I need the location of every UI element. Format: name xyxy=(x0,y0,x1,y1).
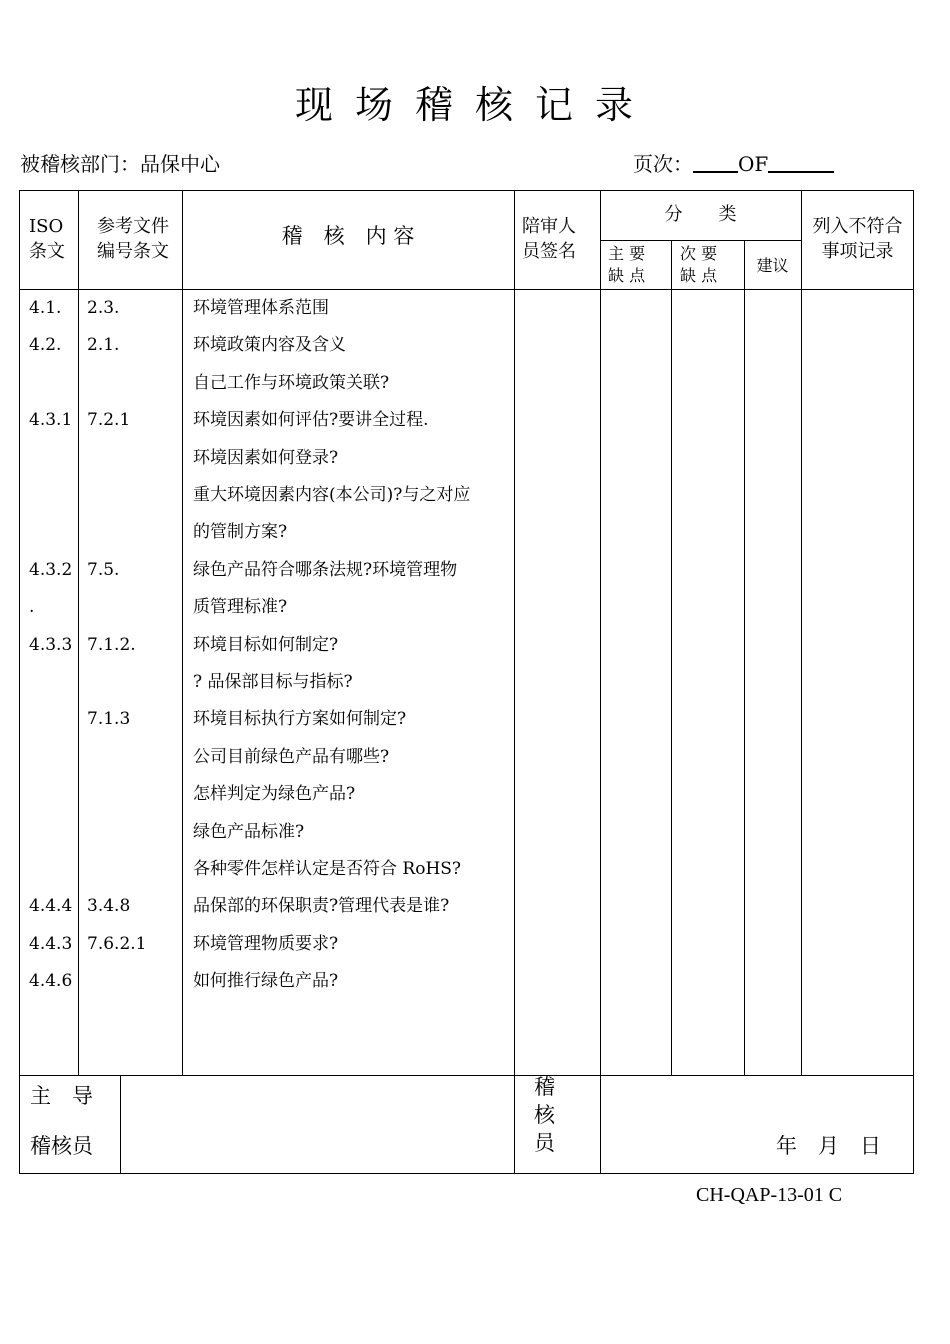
header-bottom-line xyxy=(19,289,914,290)
page-label: 页次： xyxy=(633,152,693,176)
row-content: 品保部的环保职责?管理代表是谁? xyxy=(193,896,450,917)
row-iso: 4.3.3 xyxy=(29,634,73,655)
row-ref: 7.2.1 xyxy=(87,410,131,431)
column-line xyxy=(744,240,745,1075)
header-accompany-signature: 陪审人 员签名 xyxy=(522,216,576,262)
row-content: 绿色产品符合哪条法规?环境管理物 xyxy=(193,559,458,580)
audit-record-table xyxy=(19,190,914,1174)
row-content: ? 品保部目标与指标? xyxy=(193,672,353,692)
column-line xyxy=(182,190,183,1075)
department-label: 被稽核部门： xyxy=(20,152,140,176)
row-ref: 2.1. xyxy=(87,335,120,356)
page-current-blank[interactable] xyxy=(693,153,738,173)
row-content: 环境目标执行方案如何制定? xyxy=(193,709,407,730)
row-ref: 7.5. xyxy=(87,559,120,580)
row-ref: 7.6.2.1 xyxy=(87,933,147,954)
column-line xyxy=(671,240,672,1075)
row-content: 公司目前绿色产品有哪些? xyxy=(193,746,390,767)
header-iso: ISO 条文 xyxy=(29,216,65,262)
row-iso: 4.1. xyxy=(29,298,62,318)
row-iso: 4.2. xyxy=(29,335,62,356)
row-iso: 4.3.1 xyxy=(29,410,73,431)
auditor-label: 稽 核 员 xyxy=(534,1075,555,1155)
row-content: 环境管理体系范围 xyxy=(193,298,329,318)
page-title: 现场稽核记录 xyxy=(294,83,655,127)
page-of-label: OF xyxy=(738,152,769,176)
row-content: 环境管理物质要求? xyxy=(193,933,339,954)
row-content: 的管制方案? xyxy=(193,522,288,543)
header-audit-content: 稽 核 内 容 xyxy=(281,224,415,248)
department-line xyxy=(20,148,220,177)
row-content: 怎样判定为绿色产品? xyxy=(193,784,356,805)
column-line xyxy=(78,190,79,1075)
row-content: 环境政策内容及含义 xyxy=(193,335,346,356)
row-ref: 7.1.3 xyxy=(87,709,131,730)
row-iso: 4.4.3 xyxy=(29,933,73,954)
footer-top-line xyxy=(19,1075,914,1076)
header-suggestion: 建议 xyxy=(756,256,789,275)
header-reference: 参考文件 编号条文 xyxy=(97,216,169,262)
lead-auditor-label-2: 稽核员 xyxy=(30,1134,93,1158)
row-content: 如何推行绿色产品? xyxy=(193,971,339,992)
row-iso: 4.4.4 xyxy=(29,896,73,917)
row-iso: . xyxy=(29,597,35,618)
row-content: 环境因素如何评估?要讲全过程. xyxy=(193,410,429,431)
column-line xyxy=(801,190,802,1075)
row-iso: 4.4.6 xyxy=(29,971,73,992)
column-line xyxy=(514,190,515,1174)
column-line xyxy=(600,190,601,1174)
header-category: 分 类 xyxy=(664,204,737,225)
header-minor-defect: 次 要 缺 点 xyxy=(680,244,718,285)
row-content: 环境目标如何制定? xyxy=(193,634,339,655)
row-content: 各种零件怎样认定是否符合 RoHS? xyxy=(193,859,462,879)
row-content: 环境因素如何登录? xyxy=(193,447,339,468)
row-content: 质管理标准? xyxy=(193,597,288,618)
date-field[interactable]: 年 月 日 xyxy=(776,1134,881,1158)
row-ref: 3.4.8 xyxy=(87,896,131,917)
department-value: 品保中心 xyxy=(140,152,220,176)
row-iso: 4.3.2 xyxy=(29,559,73,580)
page-total-blank[interactable] xyxy=(768,153,834,173)
document-code: CH-QAP-13-01 C xyxy=(696,1184,843,1206)
row-content: 绿色产品标准? xyxy=(193,821,305,842)
row-content: 自己工作与环境政策关联? xyxy=(193,372,390,393)
header-major-defect: 主 要 缺 点 xyxy=(608,244,646,285)
category-divider xyxy=(600,240,801,241)
page-number-line xyxy=(633,148,834,177)
header-nonconformity: 列入不符合 事项记录 xyxy=(812,216,903,262)
row-content: 重大环境因素内容(本公司)?与之对应 xyxy=(193,485,471,505)
footer-column-line xyxy=(120,1075,121,1174)
row-ref: 2.3. xyxy=(87,298,120,318)
row-ref: 7.1.2. xyxy=(87,634,136,655)
lead-auditor-label-1: 主 导 xyxy=(30,1084,93,1108)
